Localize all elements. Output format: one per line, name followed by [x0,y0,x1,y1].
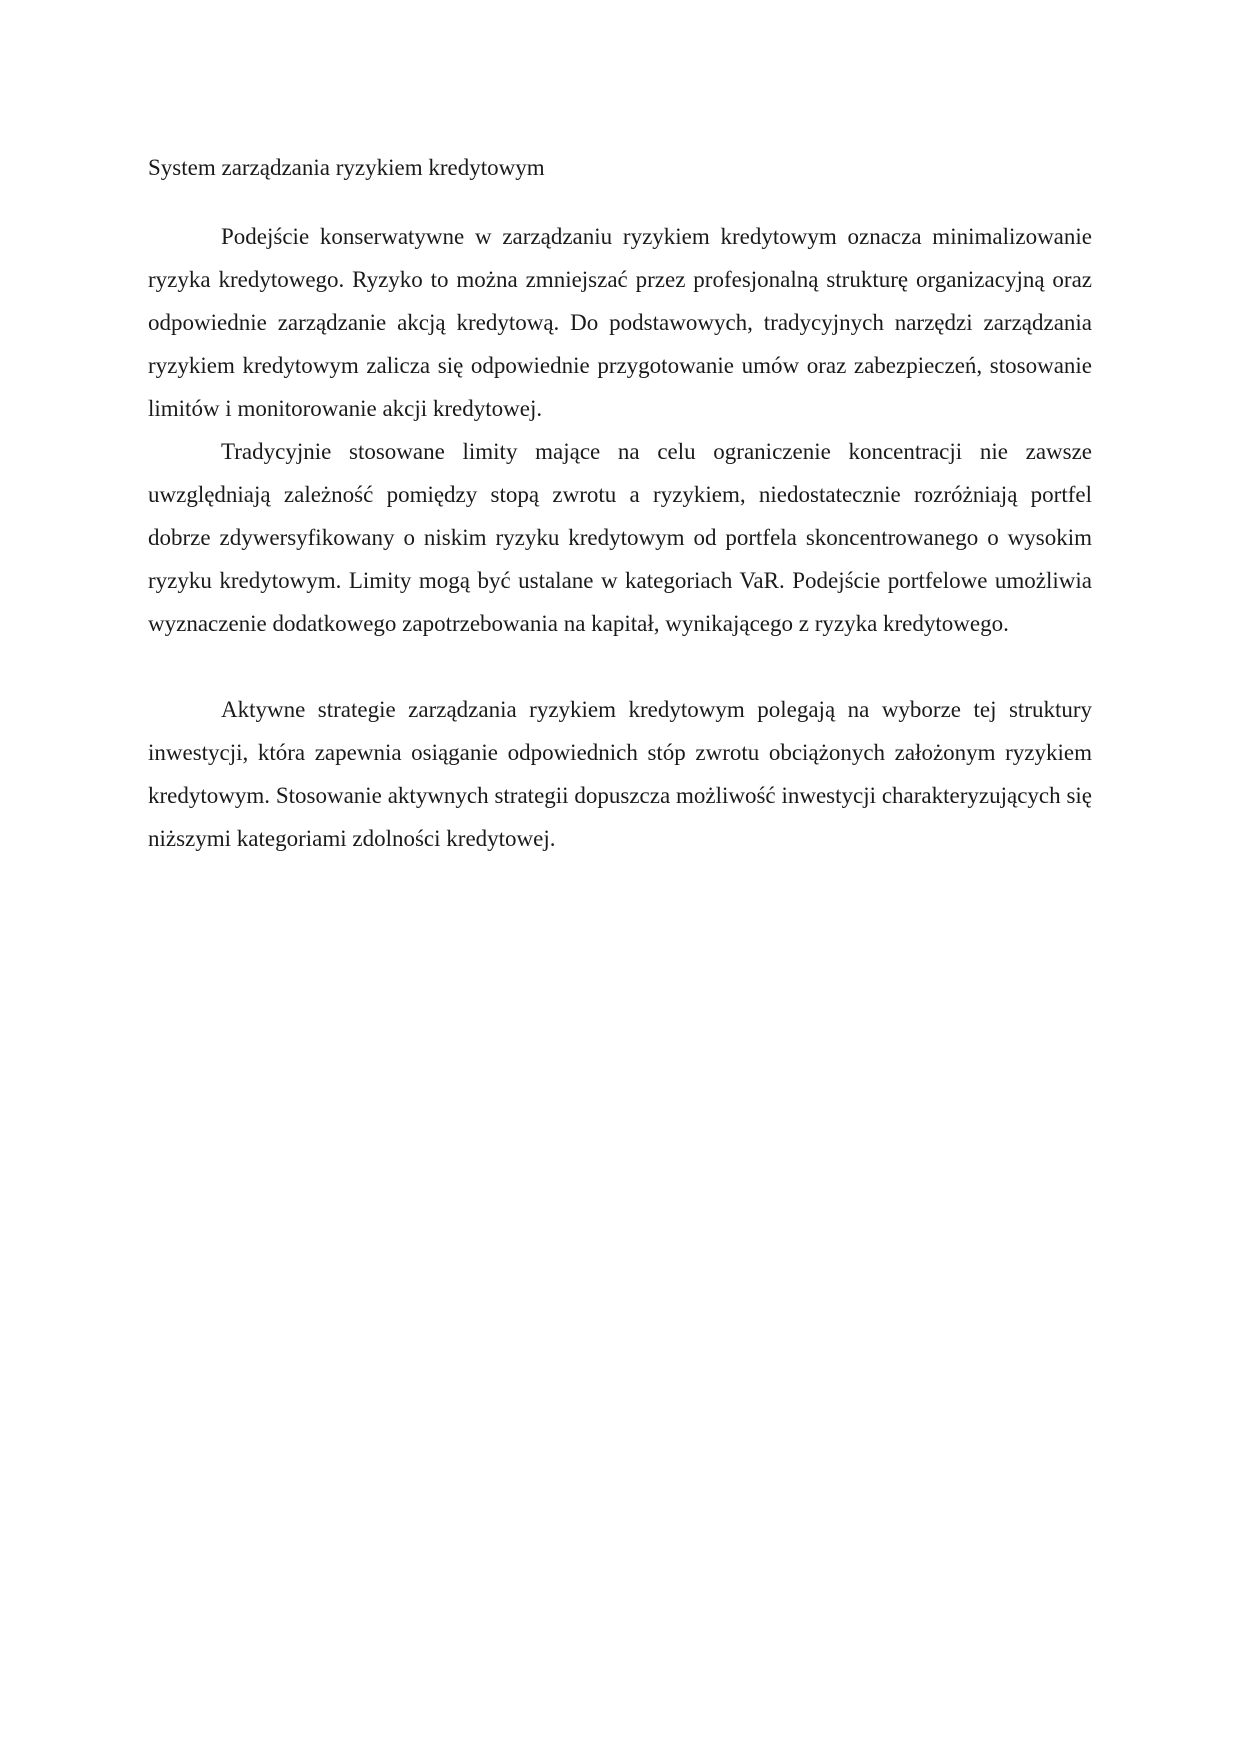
document-title: System zarządzania ryzykiem kredytowym [148,155,545,180]
paragraph-gap [148,645,1092,688]
document-body [148,146,1092,860]
paragraph-conservative-approach: Podejście konserwatywne w zarządzaniu ryzykiem kredytowym oznacza minimalizowanie ryzyka kredytowego. Ryzyko to można zmniejszać przez profesjonalną strukturę organizacyjną oraz odpowiednie zarządzanie akcją kredytową. Do podstawowych, tradycyjnych narzędzi zarządzania ryzykiem kredytowym zalicza się odpowiednie przygotowanie umów oraz zabezpieczeń, stosowanie limitów i monitorowanie akcji kredytowej. [148,224,1092,421]
paragraph-active-strategies: Aktywne strategie zarządzania ryzykiem kredytowym polegają na wyborze tej struktury inwestycji, która zapewnia osiąganie odpowiednich stóp zwrotu obciążonych założonym ryzykiem kredytowym. Stosowanie aktywnych strategii dopuszcza możliwość inwestycji charakteryzujących się niższymi kategoriami zdolności kredytowej. [148,697,1092,851]
paragraph-traditional-limits: Tradycyjnie stosowane limity mające na celu ograniczenie koncentracji nie zawsze uwzględniają zależność pomiędzy stopą zwrotu a ryzykiem, niedostatecznie rozróżniają portfel dobrze zdywersyfikowany o niskim ryzyku kredytowym od portfela skoncentrowanego o wysokim ryzyku kredytowym. Limity mogą być ustalane w kategoriach VaR. Podejście portfelowe umożliwia wyznaczenie dodatkowego zapotrzebowania na kapitał, wynikającego z ryzyka kredytowego. [148,439,1092,636]
